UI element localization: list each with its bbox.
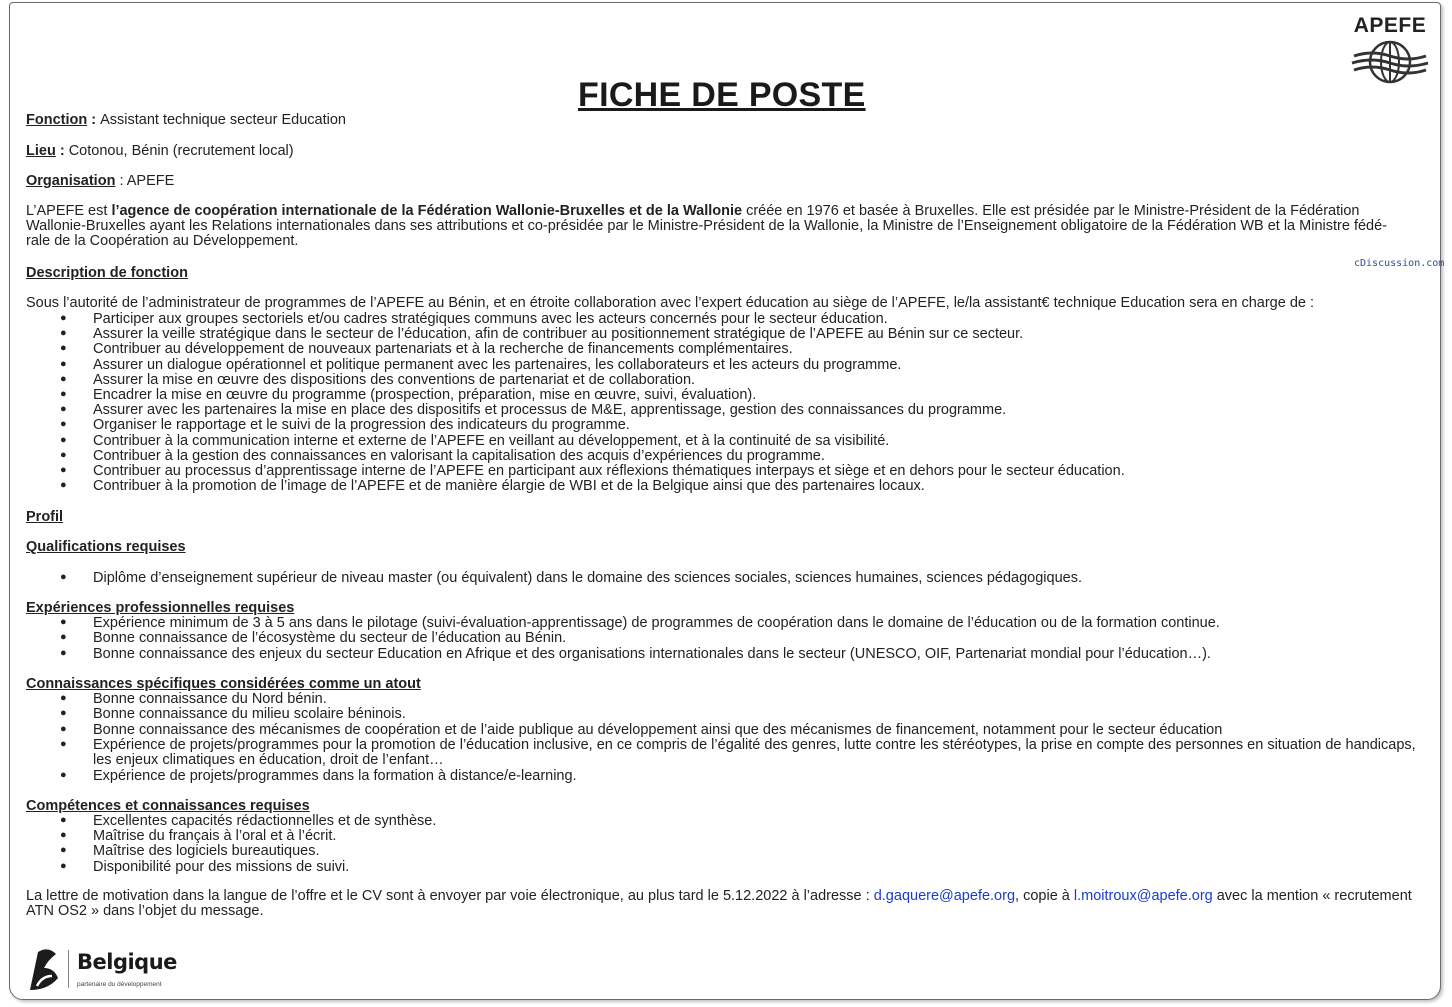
bullet-icon: ●	[60, 327, 67, 340]
intro-line-3: rale de la Coopération au Développement.	[26, 233, 299, 249]
list-item: Bonne connaissance de l’écosystème du secteur de l’éducation au Bénin.	[93, 630, 567, 647]
list-item: Bonne connaissance du milieu scolaire béninois.	[93, 706, 406, 723]
fonction-row: Fonction : Assistant technique secteur Education	[26, 112, 346, 128]
description-heading: Description de fonction	[26, 265, 188, 281]
organisation-row: Organisation : APEFE	[26, 173, 175, 189]
list-item: Bonne connaissance du Nord bénin.	[93, 691, 327, 707]
bullet-icon: ●	[60, 357, 67, 370]
bullet-icon: ●	[60, 433, 67, 446]
bullet-icon: ●	[60, 722, 67, 735]
list-item: Excellentes capacités rédactionnelles et de synthèse.	[93, 813, 437, 829]
bullet-icon: ●	[60, 372, 67, 385]
bullet-icon: ●	[60, 646, 67, 659]
bullet-icon: ●	[60, 844, 67, 857]
footer-line1-c: avec la mention « recrutement	[1212, 888, 1412, 904]
list-item: Bonne connaissance des mécanismes de coopération et de l’aide publique au développement ainsi que des mécanismes de financement, notamment pour le secteur éducation	[93, 721, 1223, 738]
intro-line-2: Wallonie-Bruxelles ayant les Relations internationales dans ses attributions et co-présidée par le Ministre-Président de la Wallonie, la Ministre de l’Enseignement obligatoire de la Fédération WB et la Ministre fédé-	[26, 218, 1387, 234]
organisation-label: Organisation	[26, 173, 116, 189]
list-item: Expérience de projets/programmes dans la formation à distance/e-learning.	[93, 767, 577, 784]
fonction-value: Assistant technique secteur Education	[100, 112, 346, 128]
list-item: Expérience minimum de 3 à 5 ans dans le pilotage (suivi-évaluation-apprentissage) de programmes de coopération dans le domaine de l’éducation ou de la formation continue.	[93, 615, 1220, 631]
email-link-1[interactable]: d.gaquere@apefe.org	[873, 888, 1016, 904]
list-item: Bonne connaissance des enjeux du secteur Education en Afrique et des organisations internationales dans le secteur (UNESCO, OIF, Partenariat mondial pour l’éducation…).	[93, 645, 1211, 662]
email-link-2[interactable]: l.moitroux@apefe.org	[1073, 888, 1213, 904]
list-item: Maîtrise du français à l’oral et à l’écrit.	[93, 828, 337, 845]
belgique-divider	[68, 950, 69, 988]
intro-line-1	[26, 204, 1359, 219]
list-item: Organiser le rapportage et le suivi de la progression des indicateurs du programme.	[93, 417, 630, 434]
bullet-icon: ●	[60, 418, 67, 431]
list-item: Encadrer la mise en œuvre du programme (prospection, préparation, mise en œuvre, suivi, évaluation).	[93, 387, 757, 403]
list-item: Participer aux groupes sectoriels et/ou cadres stratégiques communs avec les acteurs concernés pour le secteur éducation.	[93, 311, 888, 327]
list-item: Disponibilité pour des missions de suivi.	[93, 858, 350, 875]
bullet-icon: ●	[60, 571, 67, 583]
lieu-label: Lieu	[26, 143, 56, 159]
footer-line1-a: La lettre de motivation dans la langue de l’offre et le CV sont à envoyer par voie électronique, au plus tard le 5.12.2022 à l’adresse :	[26, 888, 874, 904]
bullet-icon: ●	[60, 737, 67, 750]
bullet-icon: ●	[60, 707, 67, 720]
list-item: Contribuer à la communication interne et externe de l’APEFE en veillant au développement, et à la continuité de sa visibilité.	[93, 432, 890, 449]
list-item: les enjeux climatiques en éducation, droit de l’enfant…	[93, 752, 444, 769]
fonction-label: Fonction	[26, 112, 88, 128]
globe-icon	[1348, 38, 1432, 86]
bullet-icon: ●	[60, 692, 67, 704]
apefe-logo	[1348, 14, 1432, 86]
list-item: Maîtrise des logiciels bureautiques.	[93, 843, 320, 860]
belgique-subtitle: partenaire du développement	[77, 981, 162, 988]
bullet-icon: ●	[60, 342, 67, 355]
bullet-icon: ●	[60, 859, 67, 872]
bullet-icon: ●	[60, 829, 67, 842]
intro-line1-rest: créée en 1976 et basée à Bruxelles. Elle est présidée par le Ministre-Président de la Fédération	[742, 203, 1360, 219]
competences-heading: Compétences et connaissances requises	[26, 798, 310, 814]
footer-line-2: ATN OS2 » dans l’objet du message.	[26, 903, 264, 919]
list-item: Contribuer au processus d’apprentissage interne de l’APEFE en participant aux réflexions thématiques interpays et siège et en dehors pour le secteur éducation.	[93, 463, 1125, 479]
bullet-icon: ●	[60, 616, 67, 628]
list-item: Contribuer à la promotion de l’image de l’APEFE et de manière élargie de WBI et de la Belgique ainsi que des partenaires locaux.	[93, 478, 925, 495]
bullet-icon: ●	[60, 312, 67, 324]
belgique-mark-icon	[26, 946, 62, 992]
bullet-icon: ●	[60, 631, 67, 644]
atout-heading: Connaissances spécifiques considérées comme un atout	[26, 676, 421, 692]
footer-line1-b: , copie à	[1015, 888, 1074, 904]
organisation-value: APEFE	[126, 173, 175, 189]
list-item: Assurer un dialogue opérationnel et politique permanent avec les partenaires, les collaborateurs et les acteurs du programme.	[93, 356, 902, 373]
bullet-icon: ●	[60, 464, 67, 476]
apefe-logo-text: APEFE	[1353, 14, 1427, 37]
bullet-icon: ●	[60, 388, 67, 400]
qualifications-heading: Qualifications requises	[26, 539, 186, 555]
list-item: Contribuer au développement de nouveaux partenariats et à la recherche de financements complémentaires.	[93, 341, 793, 358]
list-item: Assurer la mise en œuvre des dispositions des conventions de partenariat et de collaboration.	[93, 371, 696, 388]
list-item: Diplôme d’enseignement supérieur de niveau master (ou équivalent) dans le domaine des sciences sociales, sciences humaines, sciences pédagogiques.	[93, 570, 1082, 586]
watermark: cDiscussion.com	[1354, 258, 1445, 269]
footer-line-1	[26, 889, 1412, 904]
bullet-icon: ●	[60, 479, 67, 492]
bullet-icon: ●	[60, 403, 67, 416]
list-item: Assurer la veille stratégique dans le secteur de l’éducation, afin de contribuer au positionnement stratégique de l’APEFE au Bénin sur ce secteur.	[93, 326, 1024, 343]
belgique-name: Belgique	[77, 950, 177, 974]
list-item: Assurer avec les partenaires la mise en place des dispositifs et processus de M&E, apprentissage, gestion des connaissances du programme.	[93, 402, 1007, 419]
list-item: Contribuer à la gestion des connaissances en valorisant la capitalisation des acquis d’expériences du programme.	[93, 447, 825, 464]
page-title: FICHE DE POSTE	[578, 76, 866, 114]
description-intro: Sous l’autorité de l’administrateur de programmes de l’APEFE au Bénin, et en étroite collaboration avec l’expert éducation au siège de l’APEFE, le/la assistant€ technique Education sera en charge de :	[26, 295, 1315, 311]
lieu-value: Cotonou, Bénin (recrutement local)	[68, 143, 294, 159]
bullet-icon: ●	[60, 448, 67, 461]
bullet-icon: ●	[60, 768, 67, 781]
experiences-heading: Expériences professionnelles requises	[26, 600, 295, 616]
lieu-row: Lieu : Cotonou, Bénin (recrutement local)	[26, 143, 294, 159]
profil-heading: Profil	[26, 509, 64, 525]
intro-bold: l’agence de coopération internationale de la Fédération Wallonie-Bruxelles et de la Wallonie	[111, 203, 743, 219]
list-item: Expérience de projets/programmes pour la promotion de l’éducation inclusive, en ce compris de l’égalité des genres, lutte contre les stéréotypes, la prise en compte des personnes en situation de handicaps,	[93, 736, 1416, 753]
bullet-icon: ●	[60, 814, 67, 826]
intro-lead: L’APEFE est	[26, 203, 112, 219]
